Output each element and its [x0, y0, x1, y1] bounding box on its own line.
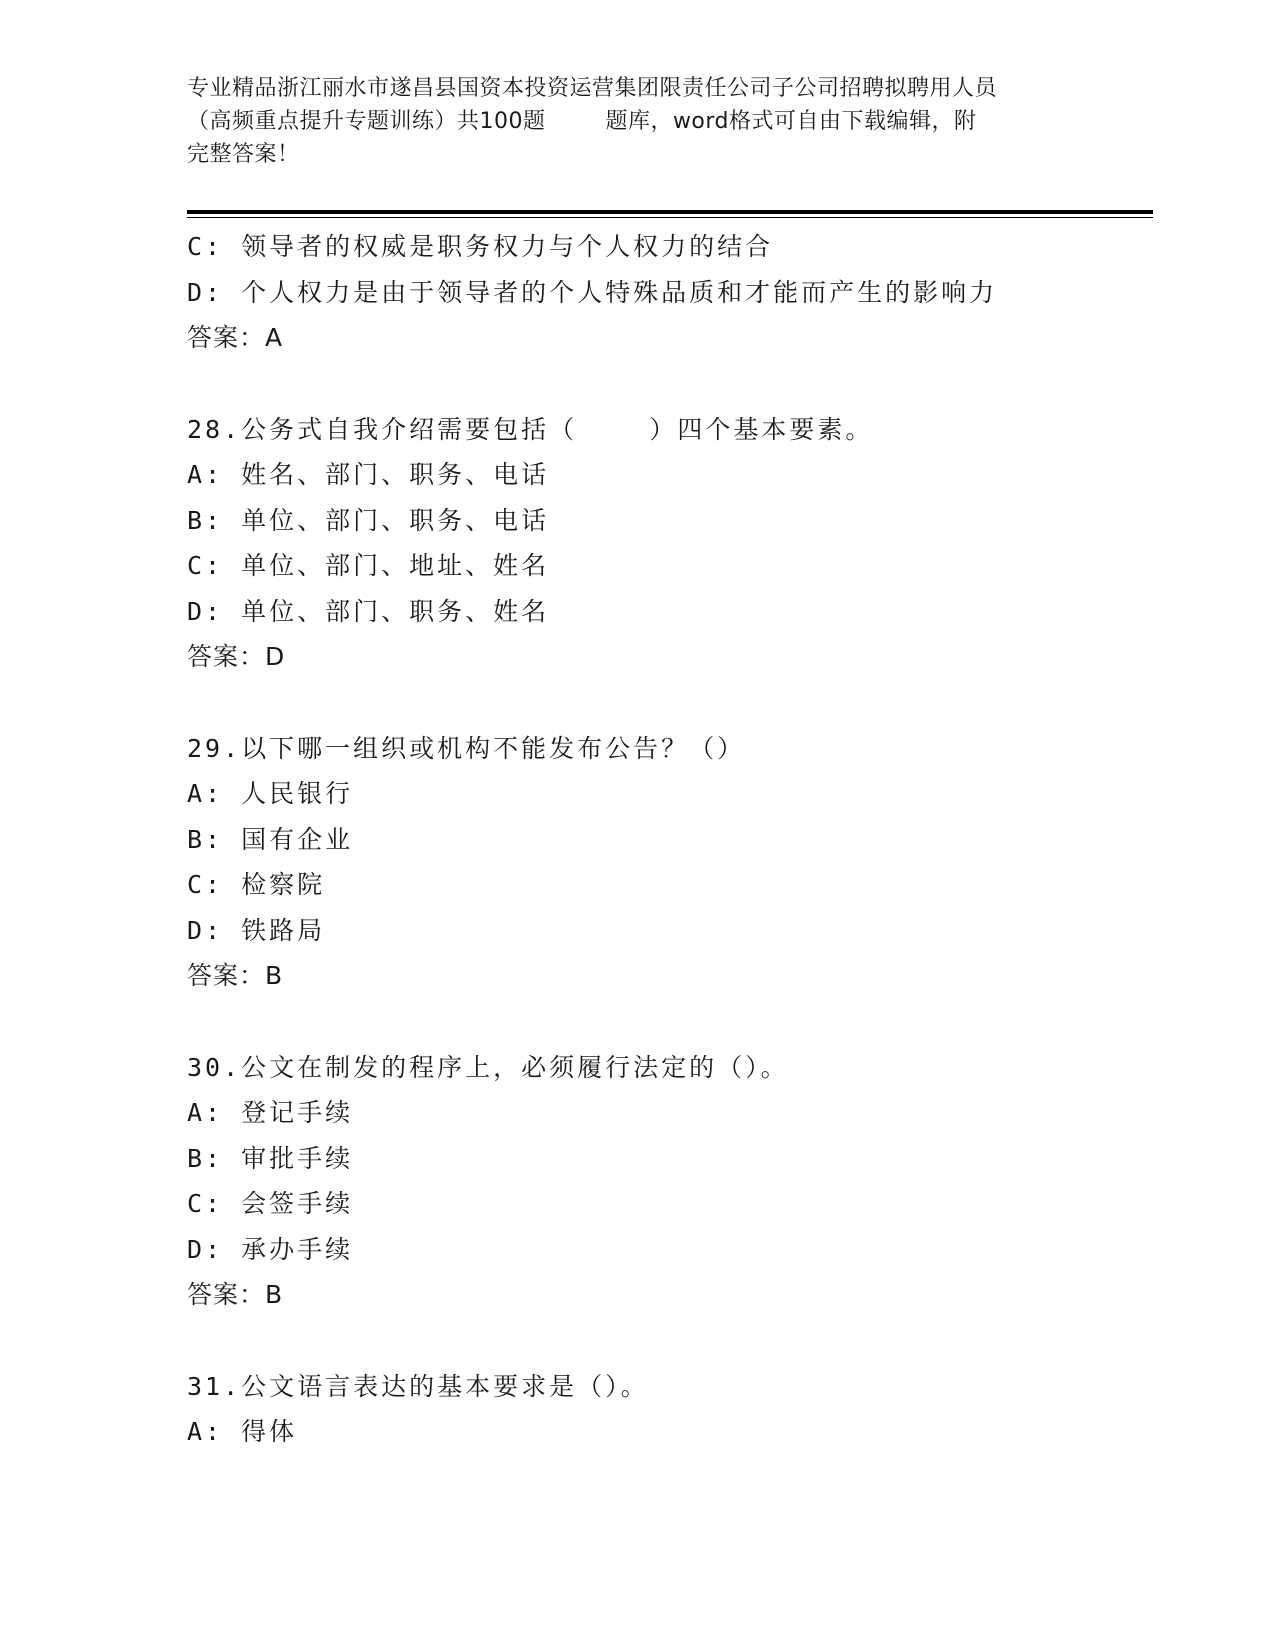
question-text: 29.以下哪一组织或机构不能发布公告？（）: [187, 733, 746, 763]
question-list: [187, 224, 1153, 1455]
option-d: D: 铁路局: [187, 915, 326, 945]
question-text: 28.公务式自我介绍需要包括（ ）四个基本要素。: [187, 414, 874, 444]
question-block-29: [187, 726, 1153, 999]
answer-label: 答案：B: [187, 961, 284, 990]
option-d: D: 承办手续: [187, 1234, 354, 1264]
option-a: A: 人民银行: [187, 779, 354, 808]
question-block-27: [187, 224, 1153, 361]
answer-label: 答案：A: [187, 323, 284, 352]
option-c: C: 单位、部门、地址、姓名: [187, 551, 550, 580]
option-c: C: 会签手续: [187, 1189, 354, 1218]
option-b: B: 单位、部门、职务、电话: [187, 505, 550, 535]
question-text: 30.公文在制发的程序上，必须履行法定的（）。: [187, 1052, 789, 1082]
question-block-30: [187, 1045, 1153, 1318]
option-a: A: 得体: [187, 1417, 298, 1446]
header-divider-thick: [187, 210, 1153, 214]
question-block-31: [187, 1364, 1153, 1455]
option-c: C: 检察院: [187, 870, 326, 899]
header-line-2: （高频重点提升专题训练）共100题 题库，word格式可自由下载编辑，附: [187, 109, 977, 134]
question-text: 31.公文语言表达的基本要求是（）。: [187, 1371, 649, 1401]
document-header: [187, 72, 1087, 171]
option-a: A: 登记手续: [187, 1098, 354, 1127]
option-b: B: 审批手续: [187, 1143, 354, 1173]
question-block-28: [187, 407, 1153, 680]
header-line-1: 专业精品浙江丽水市遂昌县国资本投资运营集团限责任公司子公司招聘拟聘用人员: [187, 76, 998, 101]
header-divider-thin: [187, 217, 1153, 218]
option-d: D: 单位、部门、职务、姓名: [187, 596, 550, 626]
header-line-3: 完整答案！: [187, 142, 300, 167]
option-a: A: 姓名、部门、职务、电话: [187, 460, 550, 489]
answer-label: 答案：D: [187, 642, 286, 671]
answer-label: 答案：B: [187, 1280, 284, 1309]
option-b: B: 国有企业: [187, 824, 354, 854]
option-c: C: 领导者的权威是职务权力与个人权力的结合: [187, 232, 774, 261]
option-d: D: 个人权力是由于领导者的个人特殊品质和才能而产生的影响力: [187, 277, 998, 307]
